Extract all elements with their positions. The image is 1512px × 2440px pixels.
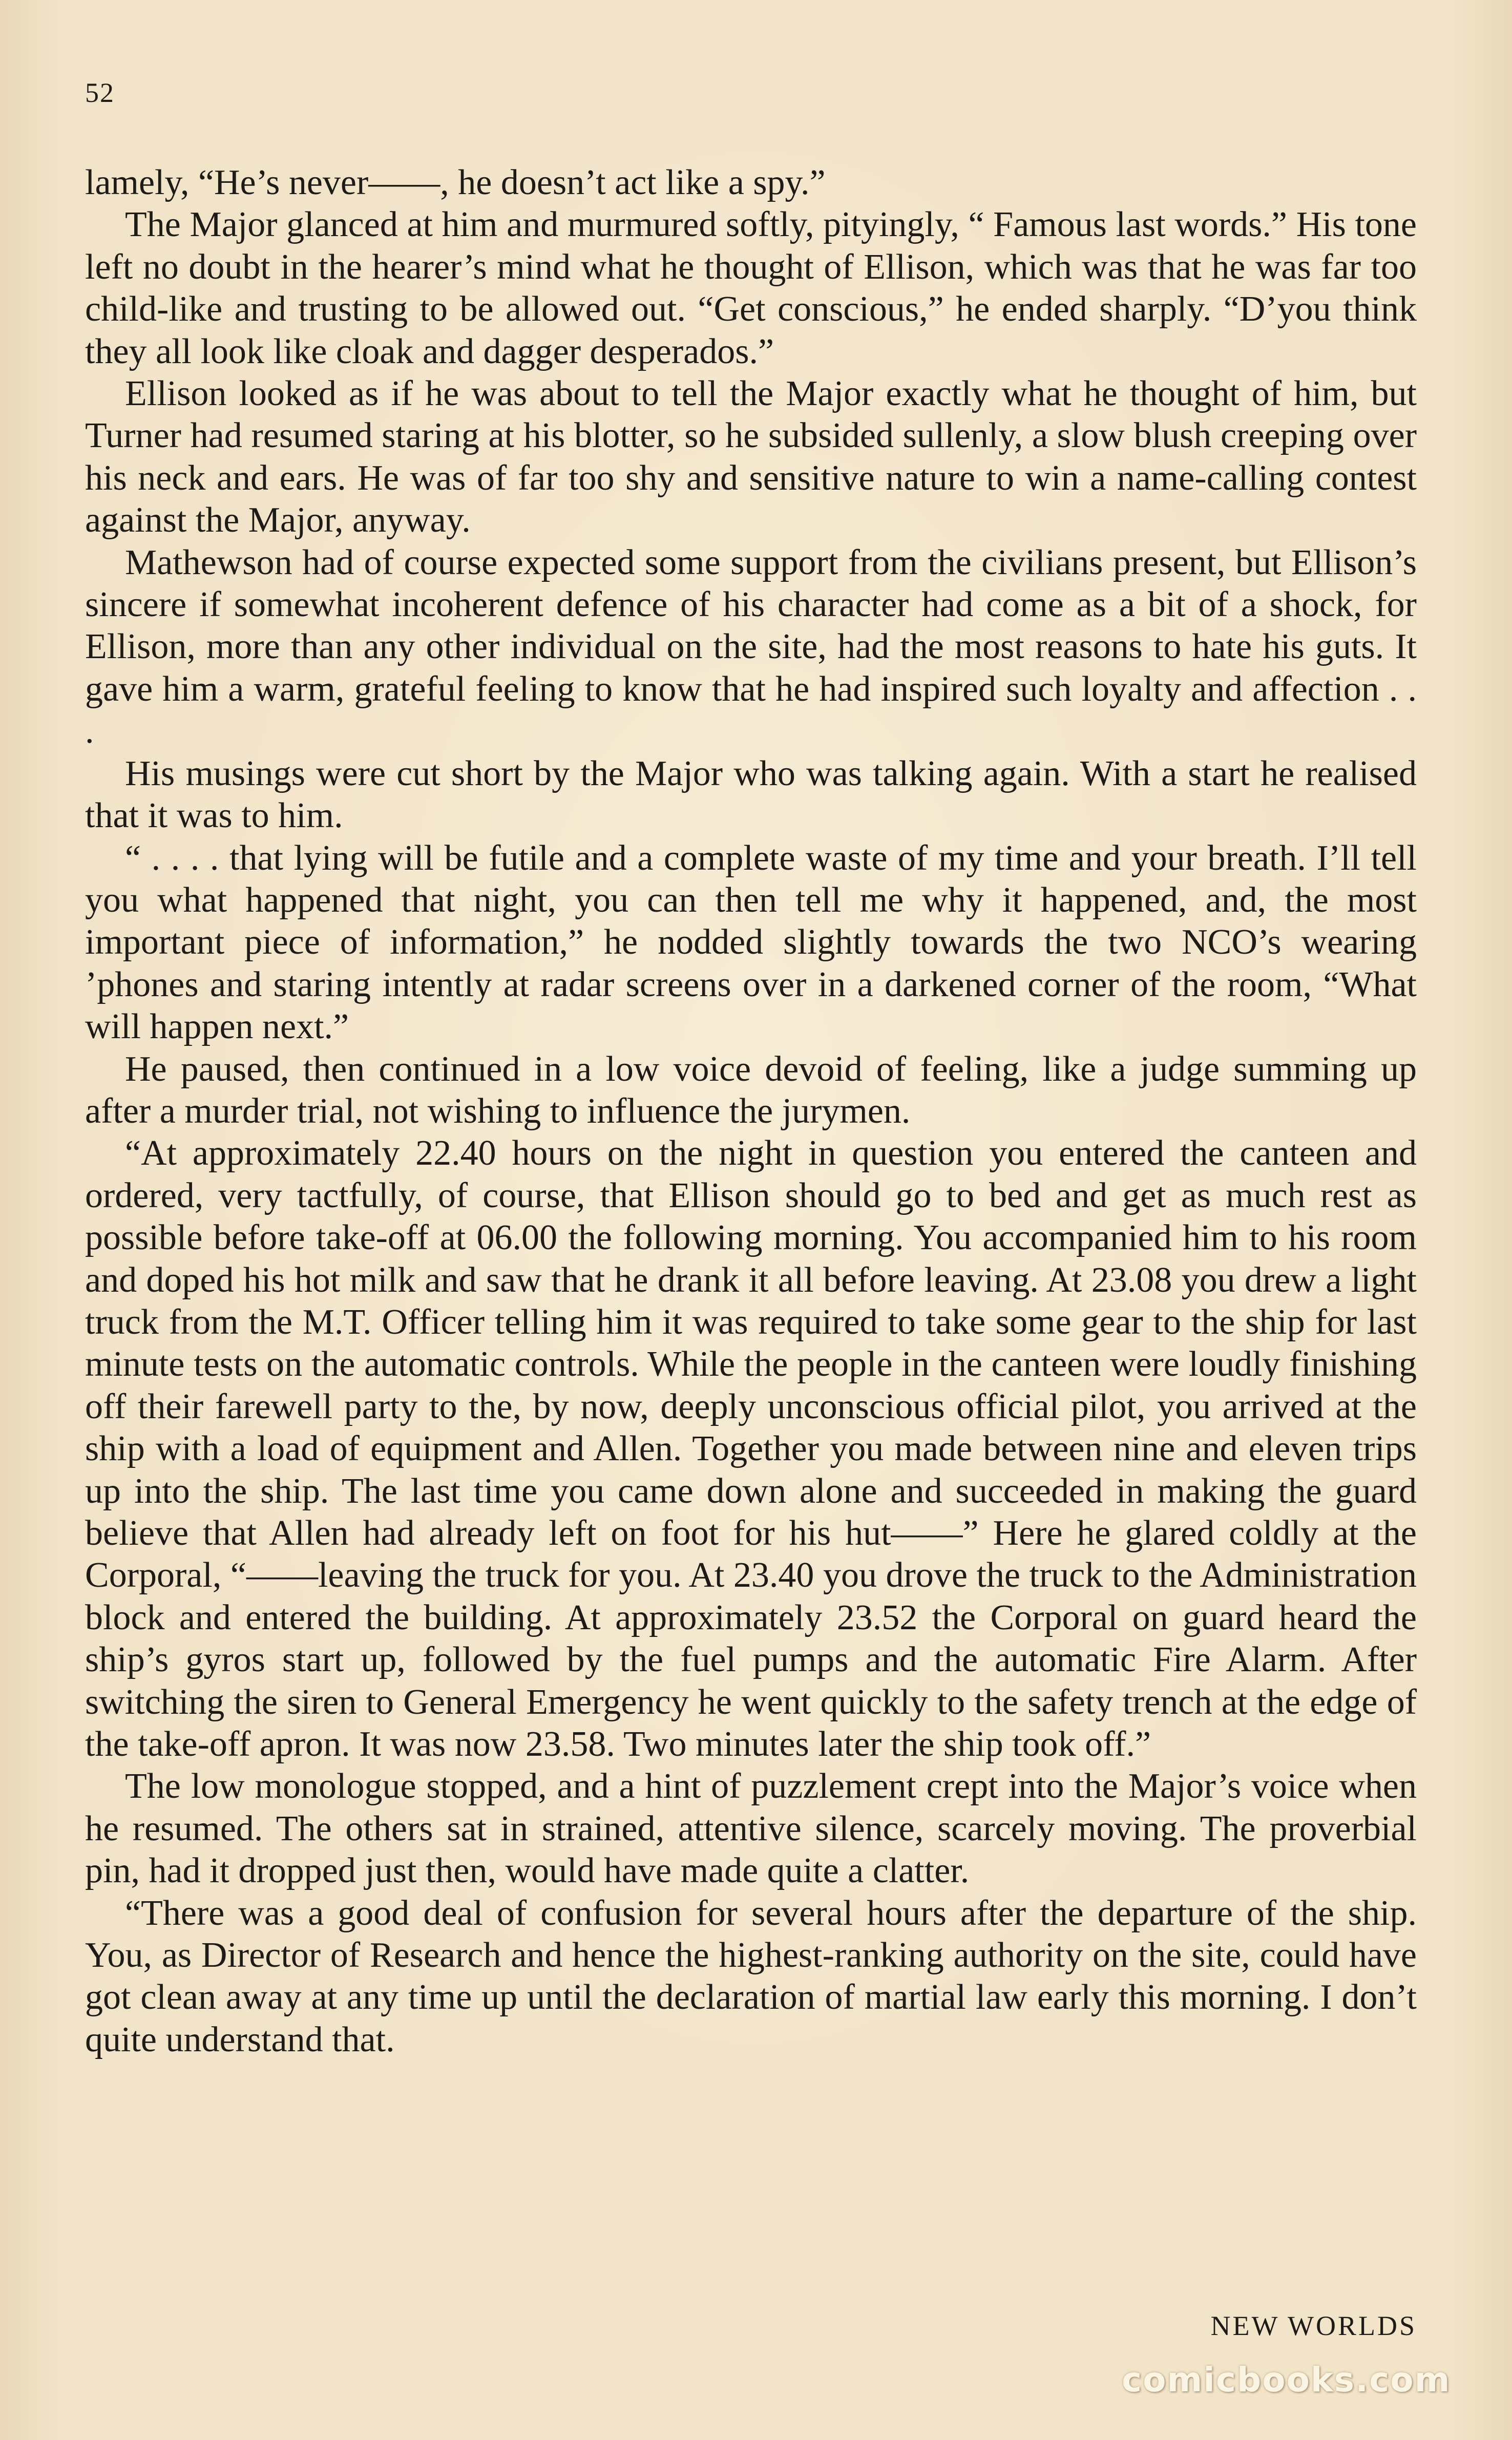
page-number: 52	[85, 77, 115, 108]
paragraph: “At approximately 22.40 hours on the night in question you entered the canteen and ordered, very tactfully, of course, that Ellison should go to bed and get as much rest as possible before take-off at 06.00 the following morning. You accompanied him to his room and doped his hot milk and saw that he drank it all before leaving. At 23.08 you drew a light truck from the M.T. Officer telling him it was required to take some gear to the ship for last minute tests on the automatic controls. While the people in the canteen were loudly finishing off their farewell party to the, by now, deeply unconscious official pilot, you arrived at the ship with a load of equipment and Allen. Together you made between nine and eleven trips up into the ship. The last time you came down alone and succeeded in making the guard believe that Allen had already left on foot for his hut——” Here he glared coldly at the Corporal, “——leaving the truck for you. At 23.40 you drove the truck to the Administration block and entered the building. At approximately 23.52 the Corporal on guard heard the ship’s gyros start up, followed by the fuel pumps and the automatic Fire Alarm. After switching the siren to General Emergency he went quickly to the safety trench at the edge of the take-off apron. It was now 23.58. Two minutes later the ship took off.”	[85, 1133, 1417, 1764]
watermark: comicbooks.com	[1122, 2360, 1451, 2400]
paragraph: “There was a good deal of confusion for several hours after the departure of the ship. You, as Director of Research and hence the highest-ranking authority on the site, could have got clean away at any time up until the declaration of martial law early this morning. I don’t quite understand that.	[85, 1893, 1417, 2059]
paragraph: He paused, then continued in a low voice devoid of feeling, like a judge summing up after a murder trial, not wishing to influence the jurymen.	[85, 1049, 1417, 1131]
story-text	[85, 162, 1417, 2061]
paragraph: “ . . . . that lying will be futile and a complete waste of my time and your breath. I’ll tell you what happened that night, you can then tell me why it happened, and, the most important piece of information,” he nodded slightly towards the two NCO’s wearing ’phones and staring intently at radar screens over in a darkened corner of the room, “What will happen next.”	[85, 838, 1417, 1047]
paragraph: Ellison looked as if he was about to tell the Major exactly what he thought of him, but Turner had resumed staring at his blotter, so he subsided sullenly, a slow blush creeping over his neck and ears. He was of far too shy and sensitive nature to win a name-calling contest against the Major, anyway.	[85, 374, 1417, 540]
paragraph: The low monologue stopped, and a hint of puzzlement crept into the Major’s voice when he resumed. The others sat in strained, attentive silence, scarcely moving. The proverbial pin, had it dropped just then, would have made quite a clatter.	[85, 1766, 1417, 1891]
paragraph: The Major glanced at him and murmured softly, pityingly, “ Famous last words.” His tone left no doubt in the hearer’s mind what he thought of Ellison, which was that he was far too child-like and trusting to be allowed out. “Get conscious,” he ended sharply. “D’you think they all look like cloak and dagger desperados.”	[85, 205, 1417, 371]
paragraph: Mathewson had of course expected some support from the civilians present, but Ellison’s sincere if somewhat incoherent defence of his character had come as a bit of a shock, for Ellison, more than any other individual on the site, had the most reasons to hate his guts. It gave him a warm, grateful feeling to know that he had inspired such loyalty and affection . . .	[85, 542, 1417, 751]
paragraph: lamely, “He’s never——, he doesn’t act like a spy.”	[85, 163, 826, 202]
paragraph: His musings were cut short by the Major who was talking again. With a start he realised that it was to him.	[85, 753, 1417, 836]
magazine-title-footer: NEW WORLDS	[1210, 2310, 1417, 2341]
